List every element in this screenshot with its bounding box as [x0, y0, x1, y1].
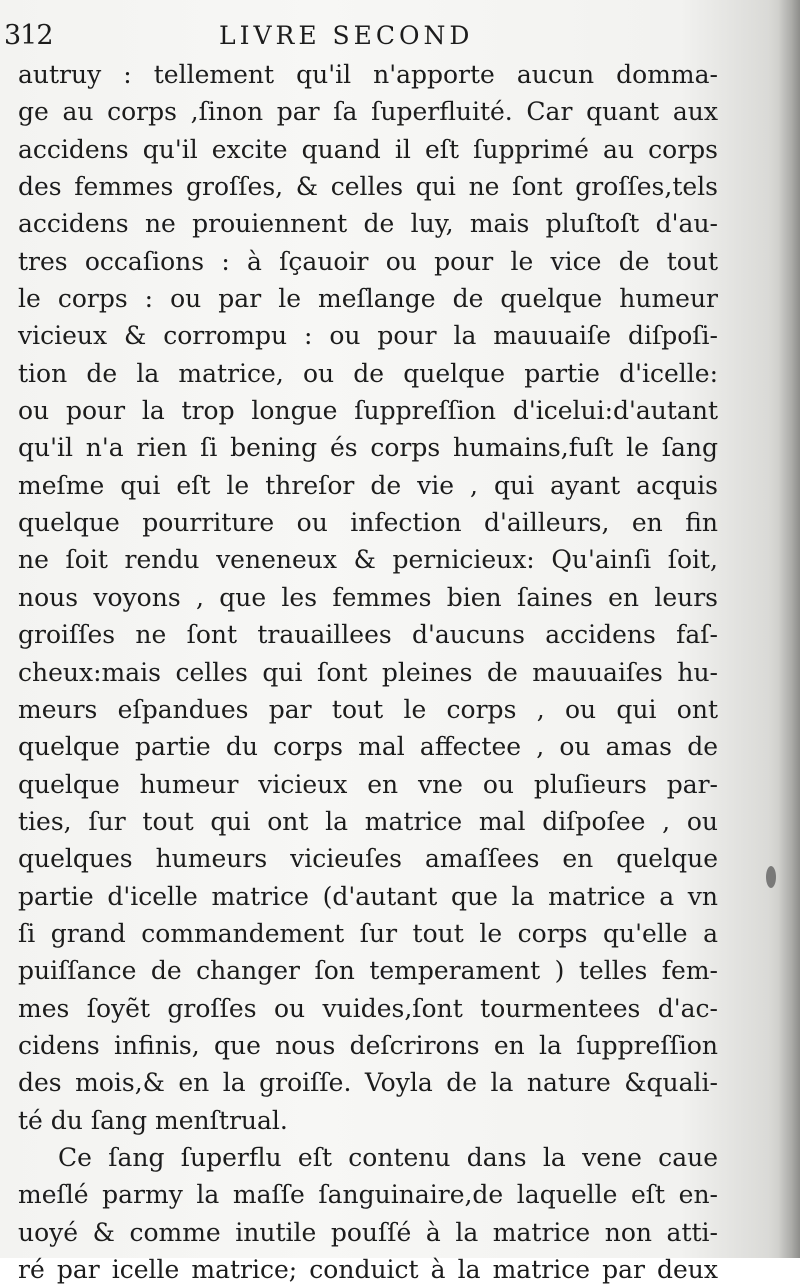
text-line: quelques humeurs vicieuſes amaſſees en quelque [18, 844, 718, 874]
text-line: autruy : tellement qu'il n'apporte aucun domma- [18, 60, 718, 89]
text-line: ne ſoit rendu veneneux & pernicieux: Qu'ainſi ſoit, [18, 545, 718, 575]
text-line: partie d'icelle matrice (d'autant que la matrice a vn [18, 881, 718, 911]
text-line: ſi grand commandement ſur tout le corps qu'elle a [18, 918, 718, 948]
margin-ink-mark [766, 866, 776, 888]
text-line: ge au corps ,ſinon par ſa ſuperfluité. Car quant aux [18, 97, 718, 127]
page-header [4, 18, 764, 54]
text-line: nous voyons , que les femmes bien ſaines en leurs [18, 582, 718, 612]
text-line: des femmes groſſes, & celles qui ne ſont groſſes,tels [18, 172, 718, 202]
text-line: uoyé & comme inutile pouſſé à la matrice non atti- [18, 1217, 718, 1247]
text-line: quelque pourriture ou infection d'ailleurs, en fin [18, 508, 718, 538]
text-line: tres occaſions : à ſçauoir ou pour le vice de tout [18, 246, 718, 276]
text-line: quelque partie du corps mal affectee , ou amas de [18, 732, 718, 762]
text-line: vicieux & corrompu : ou pour la mauuaiſe diſpoſi- [18, 321, 718, 351]
text-line: té du ſang menſtrual. [18, 1105, 288, 1135]
text-line: tion de la matrice, ou de quelque partie d'icelle: [18, 358, 718, 388]
text-line: mes ſoyẽt groſſes ou vuides,ſont tourmentees d'ac- [18, 993, 718, 1023]
running-head: LIVRE SECOND [219, 21, 474, 50]
text-line: meſlé parmy la maſſe ſanguinaire,de laquelle eſt en- [18, 1180, 718, 1210]
text-line: accidens ne prouiennent de luy, mais pluſtoſt d'au- [18, 209, 718, 239]
text-line: quelque humeur vicieux en vne ou pluſieurs par- [18, 769, 718, 799]
text-line: ré par icelle matrice; conduict à la matrice par deux [18, 1255, 718, 1284]
text-line: Ce ſang ſuperflu eſt contenu dans la vene caue [58, 1142, 718, 1172]
page-edge-shadow [778, 0, 800, 1258]
page-number: 312 [4, 20, 53, 51]
text-line: meſme qui eſt le threſor de vie , qui ayant acquis [18, 470, 718, 500]
text-line: qu'il n'a rien ſi bening és corps humains,fuſt le ſang [18, 433, 718, 463]
text-line: accidens qu'il excite quand il eſt ſupprimé au corps [18, 134, 718, 164]
text-line: cheux:mais celles qui ſont pleines de mauuaiſes hu- [18, 657, 718, 687]
text-line: meurs eſpandues par tout le corps , ou qui ont [18, 694, 718, 724]
text-line: ou pour la trop longue ſuppreſſion d'icelui:d'autant [18, 396, 718, 426]
text-line: le corps : ou par le meſlange de quelque humeur [18, 284, 718, 314]
body-text [18, 56, 718, 1288]
text-line: des mois,& en la groiſſe. Voyla de la nature &quali- [18, 1068, 718, 1098]
text-line: groiſſes ne ſont trauaillees d'aucuns accidens faſ- [18, 620, 718, 650]
text-line: puiſſance de changer ſon temperament ) telles fem- [18, 956, 718, 986]
text-line: cidens infinis, que nous deſcrirons en la ſuppreſſion [18, 1030, 718, 1060]
text-line: ties, ſur tout qui ont la matrice mal diſpoſee , ou [18, 806, 718, 836]
